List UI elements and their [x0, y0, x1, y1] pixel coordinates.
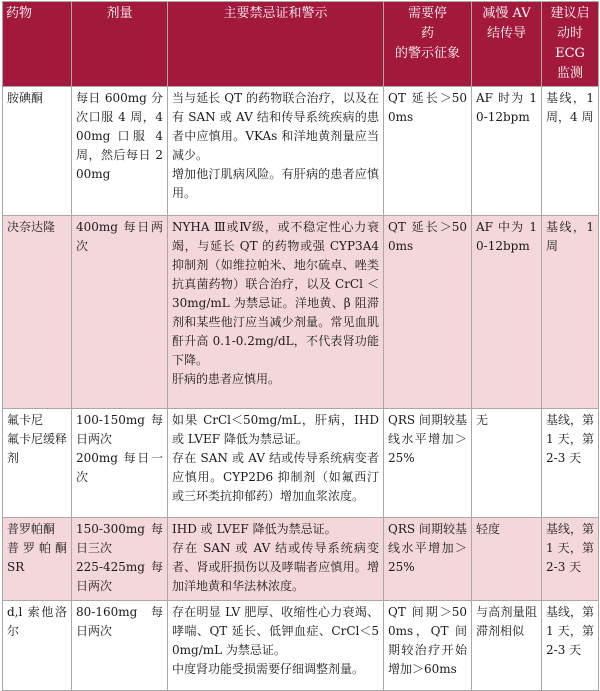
- cell-av-slowing: [472, 409, 542, 518]
- cell-contraindications: [168, 216, 384, 409]
- drug-table-page: [0, 1, 600, 682]
- ecg-monitoring-text: 基线，第 1 天，第 2-3 天: [546, 413, 595, 465]
- cell-drug: [3, 216, 72, 409]
- drug-name: d,l 索他洛尔: [7, 605, 67, 638]
- ecg-monitoring-text: 基线，第 1 天，第 2-3 天: [546, 605, 595, 657]
- cell-stop-warning: [384, 216, 472, 409]
- table-row: [3, 216, 599, 409]
- cell-drug: [3, 409, 72, 518]
- cell-dose: [72, 518, 168, 601]
- header-ecg-monitoring: [542, 2, 599, 87]
- dose-text: 150-300mg 每日三次 225-425mg 每日两次: [76, 522, 163, 593]
- dose-text: 100-150mg 每日两次 200mg 每日一次: [76, 413, 163, 484]
- cell-contraindications: [168, 87, 384, 216]
- table-row: [3, 518, 599, 601]
- cell-ecg-monitoring: [542, 409, 599, 518]
- ecg-monitoring-text: 基线，1 周，4 周: [546, 91, 594, 124]
- cell-contraindications: [168, 518, 384, 601]
- table-body: [3, 87, 599, 691]
- table-row: [3, 87, 599, 216]
- dose-text: 每日 600mg 分次口服 4 周，400mg 口服 4 周，然后每日 200mg: [76, 91, 163, 181]
- ecg-monitoring-text: 基线，第 1 天，第 2-3 天: [546, 522, 595, 574]
- contraindications-text: 如果 CrCl＜50mg/mL，肝病，IHD 或 LVEF 降低为禁忌证。 存在 SAN 或 AV 结或传导系统病变者应慎用。CYP2D6 抑制剂（如氟西汀或三环类抗抑郁药）增加血浆浓度。: [172, 413, 379, 503]
- dose-text: 400mg 每日两次: [76, 220, 163, 253]
- cell-stop-warning: [384, 601, 472, 691]
- header-av-slowing-label: 减慢 AV 结传导: [482, 6, 531, 41]
- cell-ecg-monitoring: [542, 601, 599, 691]
- cell-dose: [72, 601, 168, 691]
- cell-ecg-monitoring: [542, 87, 599, 216]
- av-slowing-text: AF 时为 10-12bpm: [476, 91, 537, 124]
- header-dose: [72, 2, 168, 87]
- drug-name: 普罗帕酮 普罗帕酮 SR: [7, 522, 67, 574]
- header-drug: [3, 2, 72, 87]
- header-stop-warning: [384, 2, 472, 87]
- drug-name: 决奈达隆: [7, 220, 56, 234]
- drug-name: 胺碘酮: [7, 91, 44, 105]
- stop-warning-text: QRS 间期较基线水平增加＞25%: [388, 522, 467, 574]
- header-stop-warning-label: 需要停 药 的警示征象: [394, 6, 460, 61]
- header-dose-label: 剂量: [106, 6, 133, 21]
- cell-ecg-monitoring: [542, 518, 599, 601]
- table-row: [3, 409, 599, 518]
- header-contraindications-label: 主要禁忌证和警示: [223, 6, 328, 21]
- stop-warning-text: QT 延长＞500ms: [388, 220, 467, 253]
- drug-name: 氟卡尼 氟卡尼缓释剂: [7, 413, 68, 465]
- stop-warning-text: QT 间期＞500ms，QT 间期较治疗开始增加＞60ms: [388, 605, 467, 676]
- av-slowing-text: 与高剂量阻滞剂相似: [476, 605, 537, 638]
- contraindications-text: IHD 或 LVEF 降低为禁忌证。 存在 SAN 或 AV 结或传导系统病变者、肾或肝损伤以及哮喘者应慎用。增加洋地黄和华法林浓度。: [172, 522, 379, 593]
- header-drug-label: 药物: [6, 6, 33, 21]
- header-av-slowing: [472, 2, 542, 87]
- contraindications-text: 存在明显 LV 肥厚、收缩性心力衰竭、哮喘、QT 延长、低钾血症、CrCl＜50mg/mL 为禁忌证。 中度肾功能受损需要仔细调整剂量。: [172, 605, 379, 676]
- stop-warning-text: QRS 间期较基线水平增加＞25%: [388, 413, 467, 465]
- cell-contraindications: [168, 601, 384, 691]
- av-slowing-text: 轻度: [476, 522, 501, 536]
- cell-av-slowing: [472, 216, 542, 409]
- ecg-monitoring-text: 基线，1 周: [546, 220, 594, 253]
- cell-av-slowing: [472, 518, 542, 601]
- contraindications-text: 当与延长 QT 的药物联合治疗，以及在有 SAN 或 AV 结和传导系统疾病的患者中应慎用。VKAs 和洋地黄剂量应当减少。 增加他汀肌病风险。有肝病的患者应慎用。: [172, 91, 379, 200]
- stop-warning-text: QT 延长＞500ms: [388, 91, 467, 124]
- cell-dose: [72, 409, 168, 518]
- header-ecg-monitoring-label: 建议启 动时 ECG 监测: [550, 6, 590, 81]
- cell-dose: [72, 87, 168, 216]
- cell-stop-warning: [384, 409, 472, 518]
- dose-text: 80-160mg 每日两次: [76, 605, 163, 638]
- header-contraindications: [168, 2, 384, 87]
- cell-drug: [3, 518, 72, 601]
- cell-drug: [3, 87, 72, 216]
- cell-av-slowing: [472, 601, 542, 691]
- av-slowing-text: 无: [476, 413, 489, 427]
- cell-stop-warning: [384, 518, 472, 601]
- cell-stop-warning: [384, 87, 472, 216]
- contraindications-text: NYHA Ⅲ或Ⅳ级，或不稳定性心力衰竭，与延长 QT 的药物或强 CYP3A4 抑制剂（如维拉帕米、地尔硫卓、唑类抗真菌药物）联合治疗，以及 CrCl ＜ 30mg/mL 为禁忌证。洋地黄、β 阻滞剂和某些他汀应当减少剂量。常见血肌酐升高 0.1-0.2mg/dL，不代表肾功能下降。 肝病的患者应慎用。: [172, 220, 379, 386]
- antiarrhythmic-drug-table: [2, 1, 599, 691]
- cell-contraindications: [168, 409, 384, 518]
- table-row: [3, 601, 599, 691]
- av-slowing-text: AF 中为 10-12bpm: [476, 220, 537, 253]
- table-header: [3, 2, 599, 87]
- cell-drug: [3, 601, 72, 691]
- cell-ecg-monitoring: [542, 216, 599, 409]
- header-row: [3, 2, 599, 87]
- cell-av-slowing: [472, 87, 542, 216]
- cell-dose: [72, 216, 168, 409]
